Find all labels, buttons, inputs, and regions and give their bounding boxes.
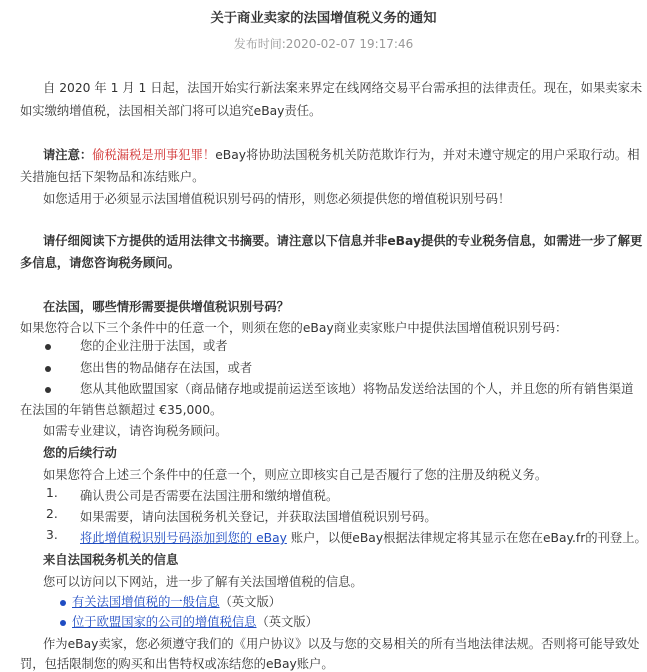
read-notice-line-1: 请仔细阅读下方提供的适用法律文书摘要。请注意以下信息并非eBay提供的专业税务信息，如需进一步了解更	[43, 234, 643, 248]
closing-line-2: 罚，包括限制您的购买和出售特权或冻结您的eBay账户。	[20, 657, 334, 671]
notice-label: 请注意：	[43, 148, 93, 162]
condition-item-1: 您的企业注册于法国，或者	[80, 339, 228, 353]
info-link-1-suffix: （英文版）	[219, 595, 282, 609]
section-when-heading: 在法国，哪些情形需要提供增值税识别号码？	[43, 300, 289, 314]
section-info-lead: 您可以访问以下网站，进一步了解有关法国增值税的信息。	[43, 575, 363, 589]
step-1-number: 1.	[46, 486, 58, 500]
bullet-icon	[60, 600, 66, 606]
section-next-lead: 如果您符合上述三个条件中的任意一个，则应立即核实自己是否履行了您的注册及纳税义务。	[43, 468, 548, 482]
vat-general-info-link[interactable]: 有关法国增值税的一般信息	[72, 595, 220, 609]
notice-line-1	[43, 145, 640, 163]
bullet-icon	[45, 366, 51, 372]
condition-item-3-cont: 在法国的年销售总额超过 €35,000。	[20, 403, 223, 417]
intro-line-1: 自 2020 年 1 月 1 日起，法国开始实行新法案来界定在线网络交易平台需承担的法律责任。现在，如果卖家未	[43, 81, 643, 95]
step-3-text: 账户，以便eBay根据法律规定将其显示在您在eBay.fr的刊登上。	[286, 531, 647, 545]
condition-item-3: 您从其他欧盟国家（商品储存地或提前运送至该地）将物品发送给法国的个人，并且您的所有销售渠道	[80, 382, 634, 396]
notice-line-2: 关措施包括下架物品和冻结账户。	[20, 170, 205, 184]
add-vat-number-link[interactable]: 将此增值税识别号码添加到您的 eBay	[80, 531, 287, 545]
intro-line-2: 如实缴纳增值税，法国相关部门将可以追究eBay责任。	[20, 104, 322, 118]
info-link-2-suffix: （英文版）	[256, 615, 318, 629]
bullet-icon	[45, 387, 51, 393]
condition-item-2: 您出售的物品储存在法国，或者	[80, 361, 253, 375]
advice-text: 如需专业建议，请咨询税务顾问。	[43, 424, 228, 438]
notice-warning: 偷税漏税是刑事犯罪！	[92, 148, 216, 162]
closing-line-1: 作为eBay卖家，您必须遵守我们的《用户协议》以及与您的交易相关的所有当地法律法规。否则将可能导致处	[43, 637, 640, 651]
section-when-lead: 如果您符合以下三个条件中的任意一个，则须在您的eBay商业卖家账户中提供法国增值税识别号码：	[20, 321, 568, 335]
section-next-heading: 您的后续行动	[43, 446, 117, 460]
eu-company-vat-info-link[interactable]: 位于欧盟国家的公司的增值税信息	[72, 615, 257, 629]
section-info-heading: 来自法国税务机关的信息	[43, 553, 179, 567]
step-3-number: 3.	[46, 528, 58, 542]
notice-line-3: 如您适用于必须显示法国增值税识别号码的情形，则您必须提供您的增值税识别号码！	[43, 192, 511, 206]
notice-text: eBay将协助法国税务机关防范欺诈行为，并对未遵守规定的用户采取行动。相	[215, 148, 640, 162]
bullet-icon	[60, 620, 66, 626]
article-title: 关于商业卖家的法国增值税义务的通知	[210, 11, 437, 26]
step-2-text: 如果需要，请向法国税务机关登记，并获取法国增值税识别号码。	[80, 510, 437, 524]
publish-time: 发布时间:2020-02-07 19:17:46	[233, 37, 414, 51]
bullet-icon	[45, 344, 51, 350]
info-link-row-1	[72, 592, 281, 610]
read-notice-line-2: 多信息，请您咨询税务顾问。	[20, 256, 180, 270]
step-2-number: 2.	[46, 507, 58, 521]
info-link-row-2	[72, 612, 318, 630]
step-3-line	[80, 528, 647, 546]
step-1-text: 确认贵公司是否需要在法国注册和缴纳增值税。	[80, 489, 339, 503]
